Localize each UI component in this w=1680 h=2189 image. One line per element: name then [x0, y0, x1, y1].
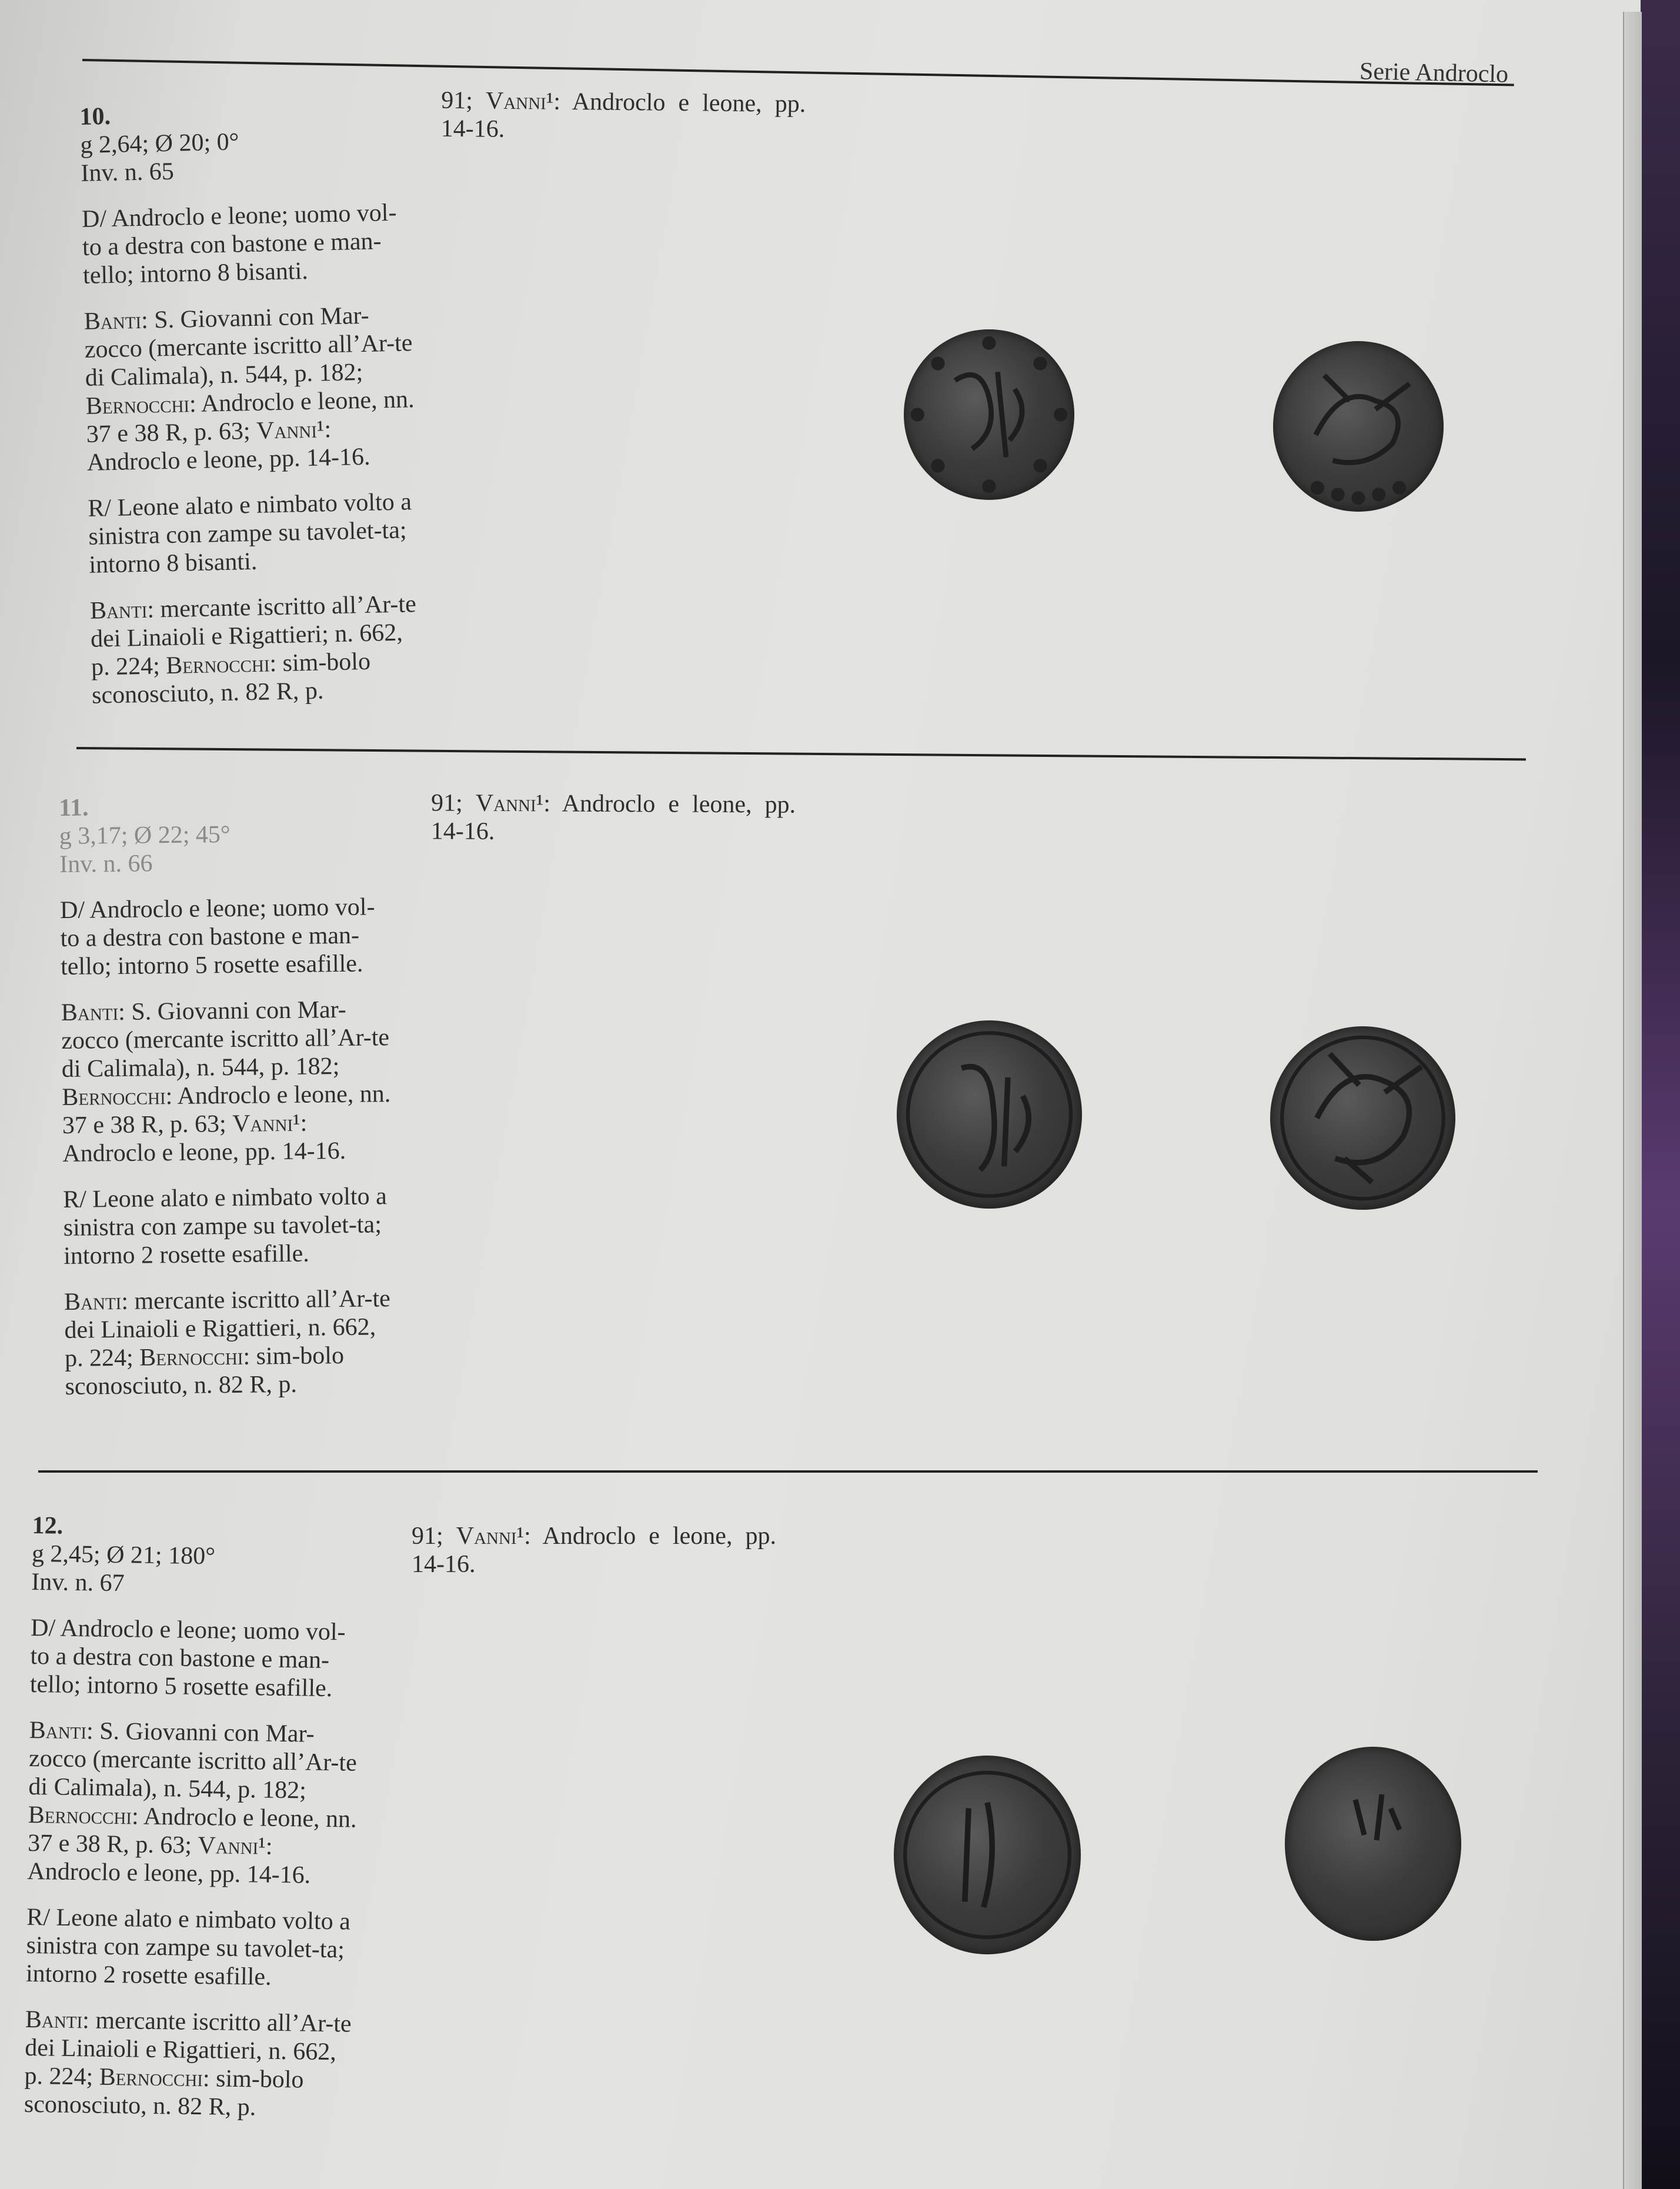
- obverse-references: [84, 301, 416, 477]
- ref-label: Vanni: [198, 1831, 259, 1860]
- ref-label: Banti: [29, 1716, 87, 1745]
- ref-label: Bernocchi: [62, 1083, 166, 1111]
- ref-text: : Androclo e leone, nn. 37 e 38 R, p. 63;: [27, 1803, 357, 1859]
- ref-text: ¹: Androclo e leone, pp. 14-16.: [86, 416, 370, 476]
- ref-label: Bernocchi: [85, 391, 190, 420]
- ref-text: : S. Giovanni con Mar-zocco (mercante iscritto all’Ar-te di Calimala), n. 544, p. 182;: [28, 1717, 358, 1804]
- ref-label: Vanni: [475, 789, 536, 817]
- coin-obverse-image: [894, 1756, 1081, 1954]
- entry-description: [24, 1511, 362, 2141]
- ref-text: : mercante iscritto all’Ar-te dei Linaioli e Rigattieri; n. 662, p. 224;: [90, 590, 417, 681]
- coin-reverse-image: [1270, 1026, 1455, 1210]
- separator-rule: [76, 747, 1526, 760]
- ref-label: Banti: [61, 998, 119, 1026]
- entry-weight: g 2,64; Ø 20; 0°: [80, 128, 239, 159]
- entry-inventory: Inv. n. 66: [59, 850, 153, 878]
- references-continuation: [441, 86, 806, 146]
- ref-label: Banti: [89, 596, 148, 625]
- entry-inventory: Inv. n. 67: [31, 1568, 125, 1597]
- ref-label: Vanni: [456, 1523, 517, 1550]
- ref-label: Bernocchi: [99, 2063, 203, 2093]
- ref-text: ¹: Androclo e leone, pp. 14-16.: [27, 1833, 311, 1889]
- entry-weight: g 3,17; Ø 22; 45°: [59, 820, 231, 850]
- ref-text: ¹: Androclo e leone, pp. 14-16.: [412, 1523, 777, 1578]
- entry-description: [59, 790, 395, 1419]
- reverse-description: R/ Leone alato e nimbato volto a sinistra con zampe su tavolet-ta; intorno 2 rosette esafille.: [25, 1903, 351, 1991]
- obverse-description: D/ Androclo e leone; uomo vol-to a destra con bastone e man-tello; intorno 5 rosette esafille.: [29, 1614, 346, 1703]
- ref-text: : Androclo e leone, nn. 37 e 38 R, p. 63;: [62, 1080, 391, 1139]
- ref-text: : sim-bolo sconosciuto, n. 82 R, p.: [24, 2065, 304, 2121]
- ref-label: Vanni: [232, 1109, 293, 1137]
- obverse-description: D/ Androclo e leone; uomo vol-to a destra con bastone e man-tello; intorno 5 rosette esafille.: [59, 893, 375, 980]
- ref-label: Bernocchi: [139, 1343, 243, 1372]
- ref-text: : mercante iscritto all’Ar-te dei Linaioli e Rigattieri, n. 662, p. 224;: [24, 2007, 352, 2091]
- obverse-description: D/ Androclo e leone; uomo vol-to a destra con bastone e man-tello; intorno 8 bisanti.: [81, 199, 397, 289]
- ref-label: Banti: [84, 306, 142, 335]
- reverse-references: [90, 590, 422, 710]
- ref-text: : S. Giovanni con Mar-zocco (mercante iscritto all’Ar-te di Calimala), n. 544, p. 182;: [61, 996, 390, 1083]
- entry-description: [79, 96, 422, 727]
- entry-inventory: Inv. n. 65: [81, 158, 175, 187]
- ref-text: ¹: Androclo e leone, pp. 14-16.: [430, 790, 796, 845]
- ref-text: ¹: Androclo e leone, pp. 14-16.: [62, 1109, 346, 1167]
- coin-obverse-image: [897, 1020, 1082, 1209]
- coin-reverse-image: [1285, 1747, 1461, 1941]
- page-edge: [1623, 12, 1642, 2189]
- ref-text: 91;: [431, 789, 463, 817]
- reverse-references: [64, 1284, 395, 1401]
- ref-text: : mercante iscritto all’Ar-te dei Linaioli e Rigattieri, n. 662, p. 224;: [64, 1285, 390, 1372]
- references-continuation: [431, 789, 796, 847]
- ref-text: : S. Giovanni con Mar-zocco (mercante iscritto all’Ar-te di Calimala), n. 544, p. 182;: [84, 302, 413, 392]
- top-rule: [82, 59, 1514, 86]
- coin-obverse-image: [904, 329, 1074, 500]
- references-continuation: [412, 1522, 776, 1579]
- ref-label: Banti: [25, 2006, 83, 2034]
- ref-label: Vanni: [485, 87, 547, 115]
- entry-number: 12.: [32, 1512, 64, 1540]
- ref-text: ¹: Androclo e leone, pp. 14-16.: [440, 88, 806, 143]
- reverse-references: [24, 2006, 355, 2123]
- obverse-references: [27, 1716, 359, 1890]
- reverse-description: R/ Leone alato e nimbato volto a sinistra con zampe su tavolet-ta; intorno 2 rosette esafille.: [62, 1183, 387, 1270]
- separator-rule: [38, 1470, 1538, 1473]
- ref-label: Bernocchi: [28, 1801, 132, 1830]
- ref-label: Bernocchi: [165, 650, 270, 680]
- reverse-description: R/ Leone alato e nimbato volto a sinistra con zampe su tavolet-ta; intorno 8 bisanti.: [87, 488, 412, 579]
- ref-text: : sim-bolo sconosciuto, n. 82 R, p.: [65, 1342, 345, 1400]
- entry-number: 11.: [59, 794, 89, 822]
- background-edge: [1641, 0, 1680, 2189]
- obverse-references: [61, 995, 392, 1168]
- entry-weight: g 2,45; Ø 21; 180°: [31, 1540, 216, 1570]
- running-head: Serie Androclo: [1359, 58, 1509, 88]
- ref-text: : Androclo e leone, nn. 37 e 38 R, p. 63;: [86, 386, 415, 448]
- ref-text: 91;: [441, 86, 473, 115]
- ref-text: 91;: [412, 1523, 443, 1550]
- ref-label: Vanni: [256, 416, 318, 445]
- entry-number: 10.: [79, 102, 111, 131]
- coin-reverse-image: [1273, 341, 1444, 512]
- ref-text: : sim-bolo sconosciuto, n. 82 R, p.: [91, 648, 371, 709]
- ref-label: Banti: [64, 1287, 122, 1316]
